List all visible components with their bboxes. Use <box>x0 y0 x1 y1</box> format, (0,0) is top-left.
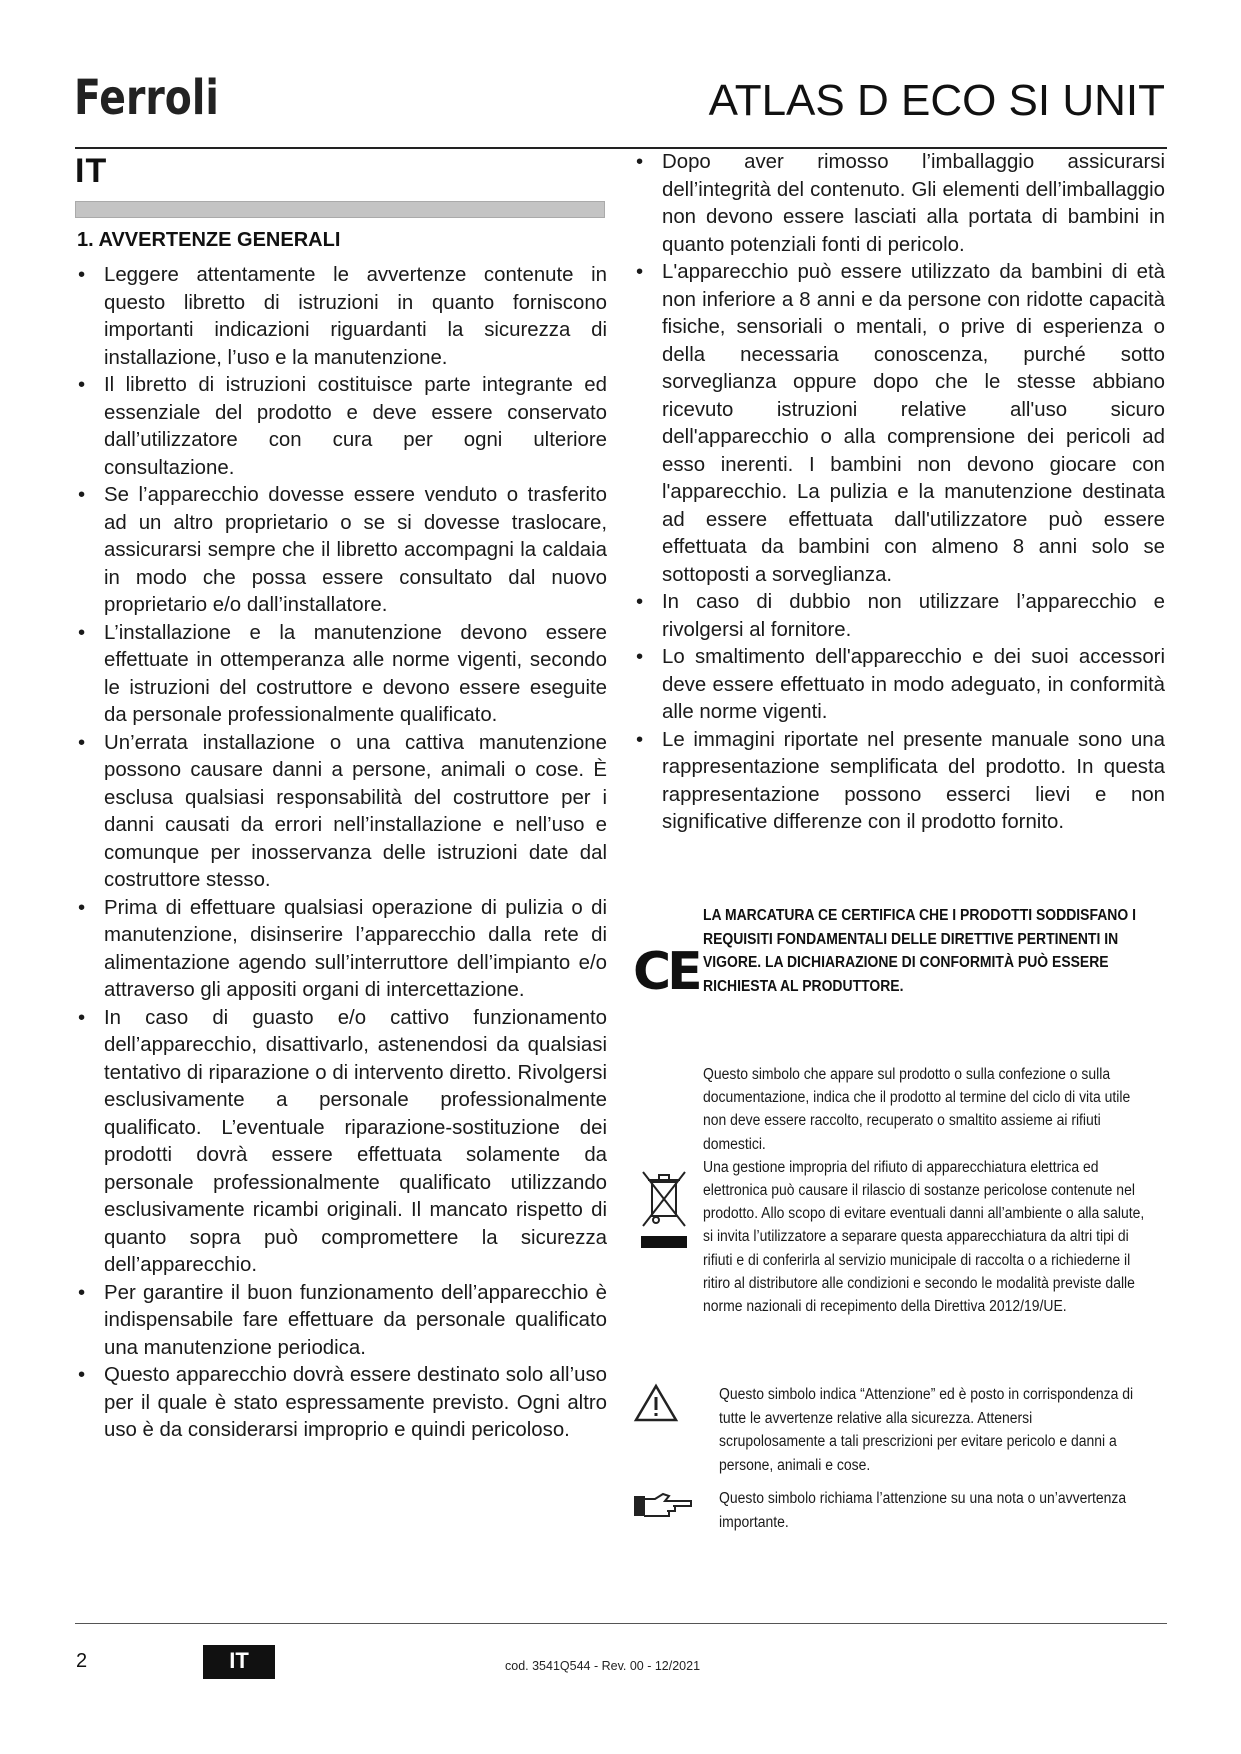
list-item: • Prima di effettuare qualsiasi operazione di pulizia o di manutenzione, disinserire l’apparecchio dalla rete di alimentazione agendo sull’interruttore dell’impianto e/o attraverso gli appositi organi di intercettazione. <box>75 895 607 1005</box>
list-item: • Le immagini riportate nel presente manuale sono una rappresentazione semplificata del prodotto. In questa rappresentazione possono esserci lievi e non significative differenze con il prodotto fornito. <box>633 727 1165 837</box>
warning-icon <box>633 1383 679 1423</box>
section-title: 1. AVVERTENZE GENERALI <box>77 229 341 251</box>
page-number: 2 <box>76 1650 88 1672</box>
pointing-hand-icon <box>633 1491 695 1521</box>
list-item: • Per garantire il buon funzionamento dell’apparecchio è indispensabile fare effettuare da personale qualificato una manutenzione periodica. <box>75 1280 607 1363</box>
left-column <box>75 262 607 1445</box>
list-item: • Un’errata installazione o una cattiva manutenzione possono causare danni a persone, animali o cose. È esclusa qualsiasi responsabilità del costruttore per i danni causati da errori nell’installazione e nell’uso e comunque per inosservanza delle istruzioni date dal costruttore stesso. <box>75 730 607 895</box>
warnings-list-left <box>75 262 607 1445</box>
document-code: cod. 3541Q544 - Rev. 00 - 12/2021 <box>505 1659 701 1673</box>
attention-text: Questo simbolo indica “Attenzione” ed è posto in corrispondenza di tutte le avvertenze relative alla sicurezza. Attenersi scrupolosamente a tali prescrizioni per evitare pericolo e danni a persone, animali e cose. <box>719 1386 1134 1474</box>
list-item: • Leggere attentamente le avvertenze contenute in questo libretto di istruzioni in quanto forniscono importanti indicazioni riguardanti la sicurezza di installazione, l’uso e la manutenzione. <box>75 262 607 372</box>
list-item: • Dopo aver rimosso l’imballaggio assicurarsi dell’integrità del contenuto. Gli elementi dell’imballaggio non devono essere lasciati alla portata di bambini in quanto potenziali fonti di pericolo. <box>633 149 1165 259</box>
weee-paragraph-2: Una gestione impropria del rifiuto di apparecchiatura elettrica ed elettronica può causare il rilascio di sostanze pericolose contenute nel prodotto. Allo scopo di evitare eventuali danni all’ambiente o alla salute, si invita l’utilizzatore a separare questa apparecchiatura da altri tipi di rifiuti e di conferirla al servizio municipale di raccolta o a richiederne il ritiro al distributore alle condizioni e secondo le modalità previste dalle norme nazionali di recepimento della Direttiva 2012/19/UE. <box>703 1158 1145 1316</box>
footer-language-badge: IT <box>203 1645 275 1679</box>
ce-marking-block <box>633 904 1173 1024</box>
list-item: • Lo smaltimento dell'apparecchio e dei suoi accessori deve essere effettuato in modo adeguato, in conformità alle norme vigenti. <box>633 644 1165 727</box>
right-column <box>633 149 1165 837</box>
ce-mark-icon: CE <box>633 942 699 1002</box>
list-item: • Questo apparecchio dovrà essere destinato solo all’uso per il quale è stato espressamente previsto. Ogni altro uso è da considerarsi improprio e quindi pericoloso. <box>75 1362 607 1445</box>
list-item: • In caso di dubbio non utilizzare l’apparecchio e rivolgersi al fornitore. <box>633 589 1165 644</box>
list-item: • Se l’apparecchio dovesse essere venduto o trasferito ad un altro proprietario o se si dovesse traslocare, assicurarsi sempre che il libretto accompagni la caldaia in modo che possa essere consultato dal nuovo proprietario e/o dall’installatore. <box>75 482 607 620</box>
list-item: • L’installazione e la manutenzione devono essere effettuate in ottemperanza alle norme vigenti, secondo le istruzioni del costruttore e devono essere eseguite da personale professionalmente qualificato. <box>75 620 607 730</box>
ferroli-logo: Ferroli <box>74 70 219 126</box>
list-item: • L'apparecchio può essere utilizzato da bambini di età non inferiore a 8 anni e da persone con ridotte capacità fisiche, sensoriali o mentali, o prive di esperienza o della necessaria conoscenza, purché sotto sorveglianza oppure dopo che le stesse abbiano ricevuto istruzioni relative all'uso sicuro dell'apparecchio o alla comprensione dei pericoli ad esso inerenti. I bambini non devono giocare con l'apparecchio. La pulizia e la manutenzione destinata ad essere effettuata dall'utilizzatore può essere effettuata da bambini con almeno 8 anni solo se sottoposti a sorveglianza. <box>633 259 1165 589</box>
list-item: • Il libretto di istruzioni costituisce parte integrante ed essenziale del prodotto e deve essere conservato dall’utilizzatore con cura per ogni ulteriore consultazione. <box>75 372 607 482</box>
warnings-list-right <box>633 149 1165 837</box>
language-label: IT <box>75 152 108 190</box>
ce-text: LA MARCATURA CE CERTIFICA CHE I PRODOTTI SODDISFANO I REQUISITI FONDAMENTALI DELLE DIRETTIVE PERTINENTI IN VIGORE. LA DICHIARAZIONE DI CONFORMITÀ PUÒ ESSERE RICHIESTA AL PRODUTTORE. <box>703 907 1136 995</box>
weee-text <box>703 1063 1153 1318</box>
footer-divider <box>75 1623 1167 1624</box>
section-bar <box>75 201 605 218</box>
model-title: ATLAS D ECO SI UNIT <box>708 76 1165 125</box>
note-text: Questo simbolo richiama l’attenzione su una nota o un’avvertenza importante. <box>719 1490 1127 1531</box>
crossed-bin-icon <box>639 1168 689 1258</box>
list-item: • In caso di guasto e/o cattivo funzionamento dell’apparecchio, disattivarlo, astenendosi da qualsiasi tentativo di riparazione o di intervento diretto. Rivolgersi esclusivamente a personale professionalmente qualificato. L’eventuale riparazione-sostituzione dei prodotti dovrà essere effettuata solamente da personale professionalmente qualificato utilizzando esclusivamente ricambi originali. Il mancato rispetto di quanto sopra può compromettere la sicurezza dell’apparecchio. <box>75 1005 607 1280</box>
weee-paragraph-1: Questo simbolo che appare sul prodotto o sulla confezione o sulla documentazione, indica che il prodotto al termine del ciclo di vita utile non deve essere raccolto, recuperato o smaltito assieme ai rifiuti domestici. <box>703 1066 1131 1153</box>
